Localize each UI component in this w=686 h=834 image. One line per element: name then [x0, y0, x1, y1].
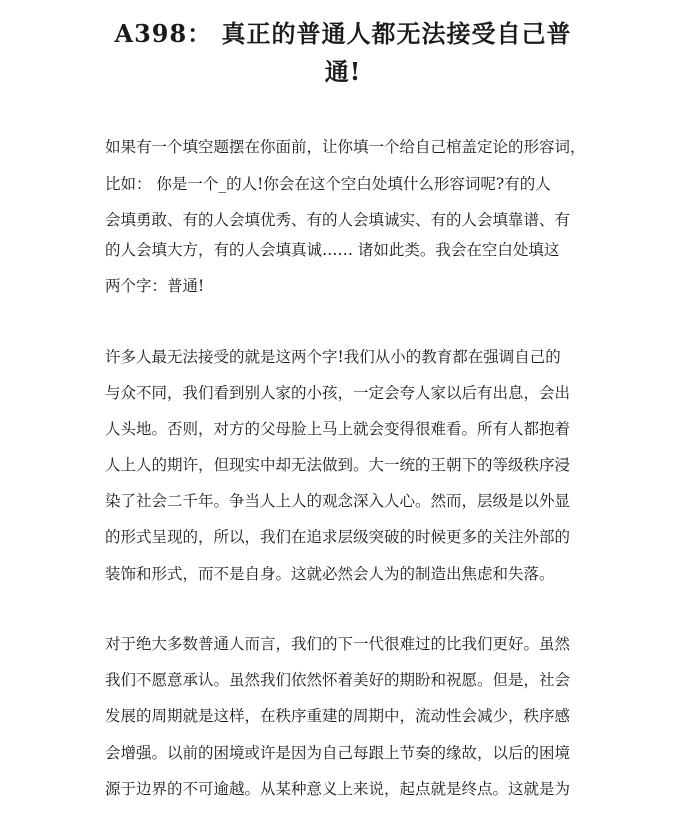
paragraph-line: 我们不愿意承认。虽然我们依然怀着美好的期盼和祝愿。但是，社会 — [105, 671, 571, 689]
paragraph-line: 发展的周期就是这样，在秩序重建的周期中，流动性会减少，秩序感 — [105, 707, 571, 725]
paragraph-line: 两个字：普通! — [105, 277, 205, 295]
paragraph-line: 会填勇敢、有的人会填优秀、有的人会填诚实、有的人会填靠谱、有 — [105, 211, 571, 229]
paragraph-line: 人头地。否则，对方的父母脸上马上就会变得很难看。所有人都抱着 — [105, 420, 571, 438]
paragraph-line: 的形式呈现的，所以，我们在追求层级突破的时候更多的关注外部的 — [105, 528, 571, 546]
paragraph-line: 装饰和形式，而不是自身。这就必然会人为的制造出焦虑和失落。 — [105, 565, 555, 583]
paragraph-line: 染了社会二千年。争当人上人的观念深入人心。然而，层级是以外显 — [105, 492, 571, 510]
document-title-line-1: A398： 真正的普通人都无法接受自己普 — [114, 19, 572, 48]
paragraph-line: 比如： 你是一个_的人!你会在这个空白处填什么形容词呢?有的人 — [105, 175, 551, 193]
paragraph-line: 的人会填大方，有的人会填真诚…… 诸如此类。我会在空白处填这 — [105, 241, 560, 259]
paragraph-line: 对于绝大多数普通人而言，我们的下一代很难过的比我们更好。虽然 — [105, 635, 571, 653]
paragraph-line: 人上人的期许，但现实中却无法做到。大一统的王朝下的等级秩序浸 — [105, 456, 571, 474]
document-title-line-2: 通! — [324, 57, 362, 86]
paragraph-line: 如果有一个填空题摆在你面前，让你填一个给自己棺盖定论的形容词， — [105, 138, 586, 156]
paragraph-line: 与众不同，我们看到别人家的小孩，一定会夸人家以后有出息，会出 — [105, 384, 571, 402]
paragraph-line: 许多人最无法接受的就是这两个字!我们从小的教育都在强调自己的 — [105, 348, 561, 366]
paragraph-line: 源于边界的不可逾越。从某种意义上来说，起点就是终点。这就是为 — [105, 780, 571, 798]
paragraph-line: 会增强。以前的困境或许是因为自己每跟上节奏的缘故，以后的困境 — [105, 744, 571, 762]
